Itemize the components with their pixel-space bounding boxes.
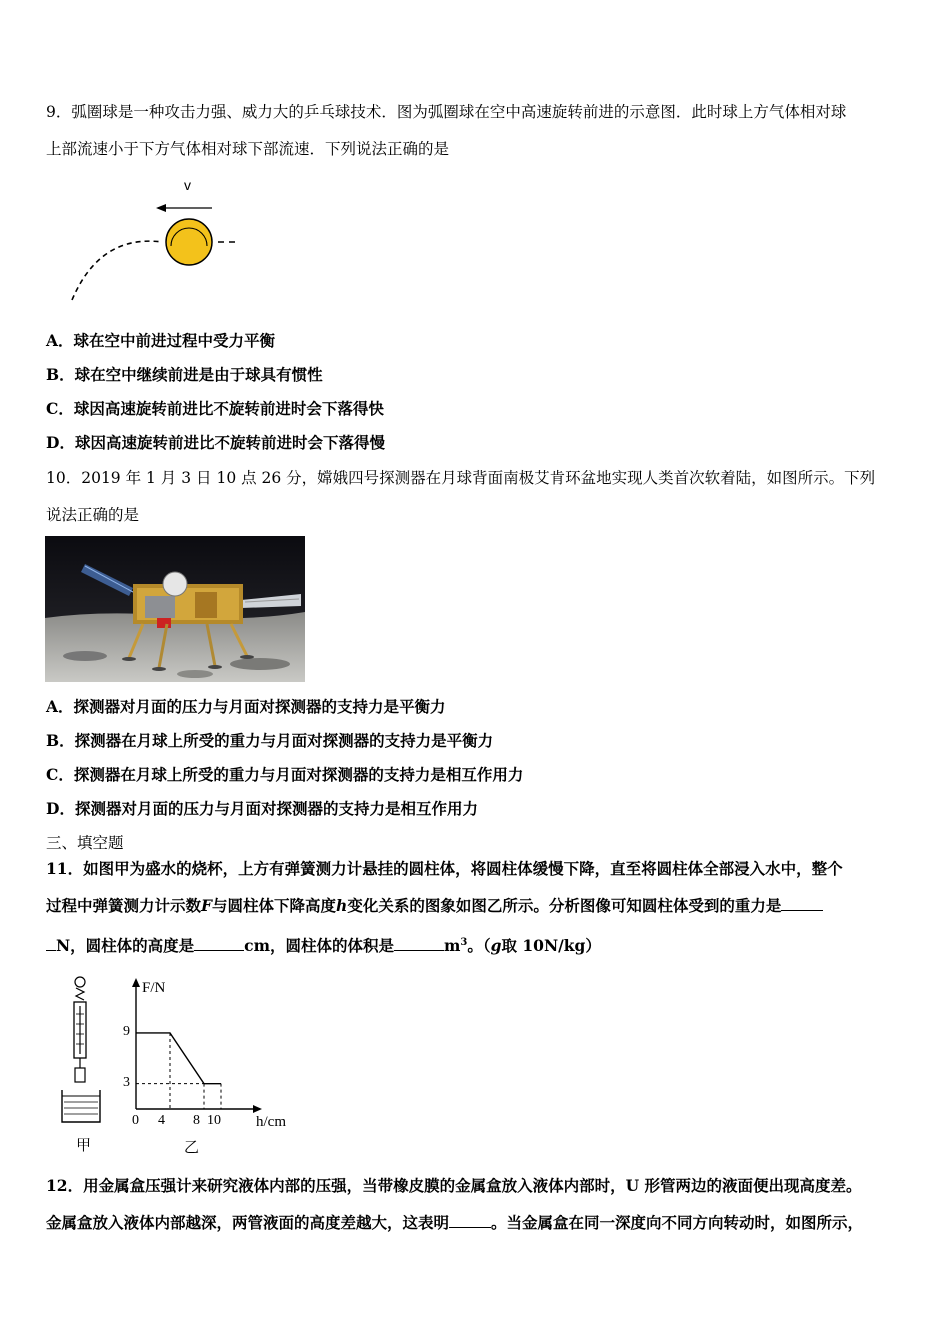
caption-jia: 甲	[76, 1136, 92, 1154]
y-axis-label: F/N	[142, 980, 166, 996]
x-axis-arrow	[253, 1105, 262, 1113]
answer-blank-weight-b[interactable]	[46, 936, 56, 951]
q9-option-a: A．球在空中前进过程中受力平衡	[46, 331, 276, 350]
y-axis-arrow	[132, 978, 140, 987]
x-tick-8: 8	[193, 1113, 200, 1128]
x-tick-0: 0	[132, 1113, 139, 1128]
q10-option-c: C．探测器在月球上所受的重力与月面对探测器的支持力是相互作用力	[46, 765, 524, 784]
answer-blank-q12[interactable]	[449, 1213, 491, 1228]
q10-option-b: B．探测器在月球上所受的重力与月面对探测器的支持力是平衡力	[46, 731, 494, 750]
q12-line1: 12．用金属盒压强计来研究液体内部的压强，当带橡皮膜的金属盒放入液体内部时，U 形管两边的液面便出现高度差。	[46, 1176, 862, 1195]
q10-line1: 10．2019 年 1 月 3 日 10 点 26 分，嫦娥四号探测器在月球背面南极艾肯环盆地实现人类首次软着陆，如图所示。下列	[46, 469, 876, 487]
q9-line2: 上部流速小于下方气体相对球下部流速．下列说法正确的是	[46, 140, 450, 158]
q9-option-d: D．球因高速旋转前进比不旋转前进时会下落得慢	[46, 433, 385, 452]
section-title: 三、填空题	[46, 834, 124, 852]
q11-line3: N，圆柱体的高度是 cm，圆柱体的体积是 $m^3$。（g取 10N/kg）	[46, 933, 601, 956]
q9-line1: 9．弧圈球是一种攻击力强、威力大的乒乓球技术．图为弧圈球在空中高速旋转前进的示意图．此时球上方气体相对球	[46, 103, 847, 121]
spin-ball-diagram	[60, 172, 250, 304]
q10-option-a: A．探测器对月面的压力与月面对探测器的支持力是平衡力	[46, 697, 446, 716]
q9-option-c: C．球因高速旋转前进比不旋转前进时会下落得快	[46, 399, 384, 418]
q11-line2: 过程中弹簧测力计示数F与圆柱体下降高度h变化关系的图象如图乙所示。分析图像可知圆柱体受到的重力是	[46, 896, 823, 916]
lunar-lander-photo	[45, 536, 305, 682]
x-tick-10: 10	[207, 1113, 221, 1128]
force-height-graph	[114, 974, 304, 1130]
q11-line1: 11．如图甲为盛水的烧杯，上方有弹簧测力计悬挂的圆柱体，将圆柱体缓慢下降，直至将圆柱体全部浸入水中，整个	[46, 859, 843, 878]
answer-blank-height[interactable]	[194, 936, 244, 951]
x-tick-4: 4	[158, 1113, 165, 1128]
q12-line2: 金属盒放入液体内部越深，两管液面的高度差越大，这表明 。当金属盒在同一深度向不同方向转动时，如图所示，	[46, 1213, 864, 1232]
answer-blank-volume[interactable]	[394, 936, 444, 951]
force-height-series-line	[136, 1033, 221, 1084]
q9-option-b: B．球在空中继续前进是由于球具有惯性	[46, 365, 323, 384]
q10-line2: 说法正确的是	[46, 506, 140, 524]
velocity-label: v	[184, 177, 191, 193]
y-tick-3: 3	[123, 1075, 130, 1090]
q10-option-d: D．探测器对月面的压力与月面对探测器的支持力是相互作用力	[46, 799, 478, 818]
spring-scale-beaker-figure	[56, 974, 110, 1126]
caption-yi: 乙	[184, 1138, 200, 1156]
y-tick-9: 9	[123, 1024, 130, 1039]
ball-icon	[166, 219, 212, 265]
answer-blank-weight-a[interactable]	[781, 896, 823, 911]
x-axis-label: h/cm	[256, 1114, 286, 1130]
